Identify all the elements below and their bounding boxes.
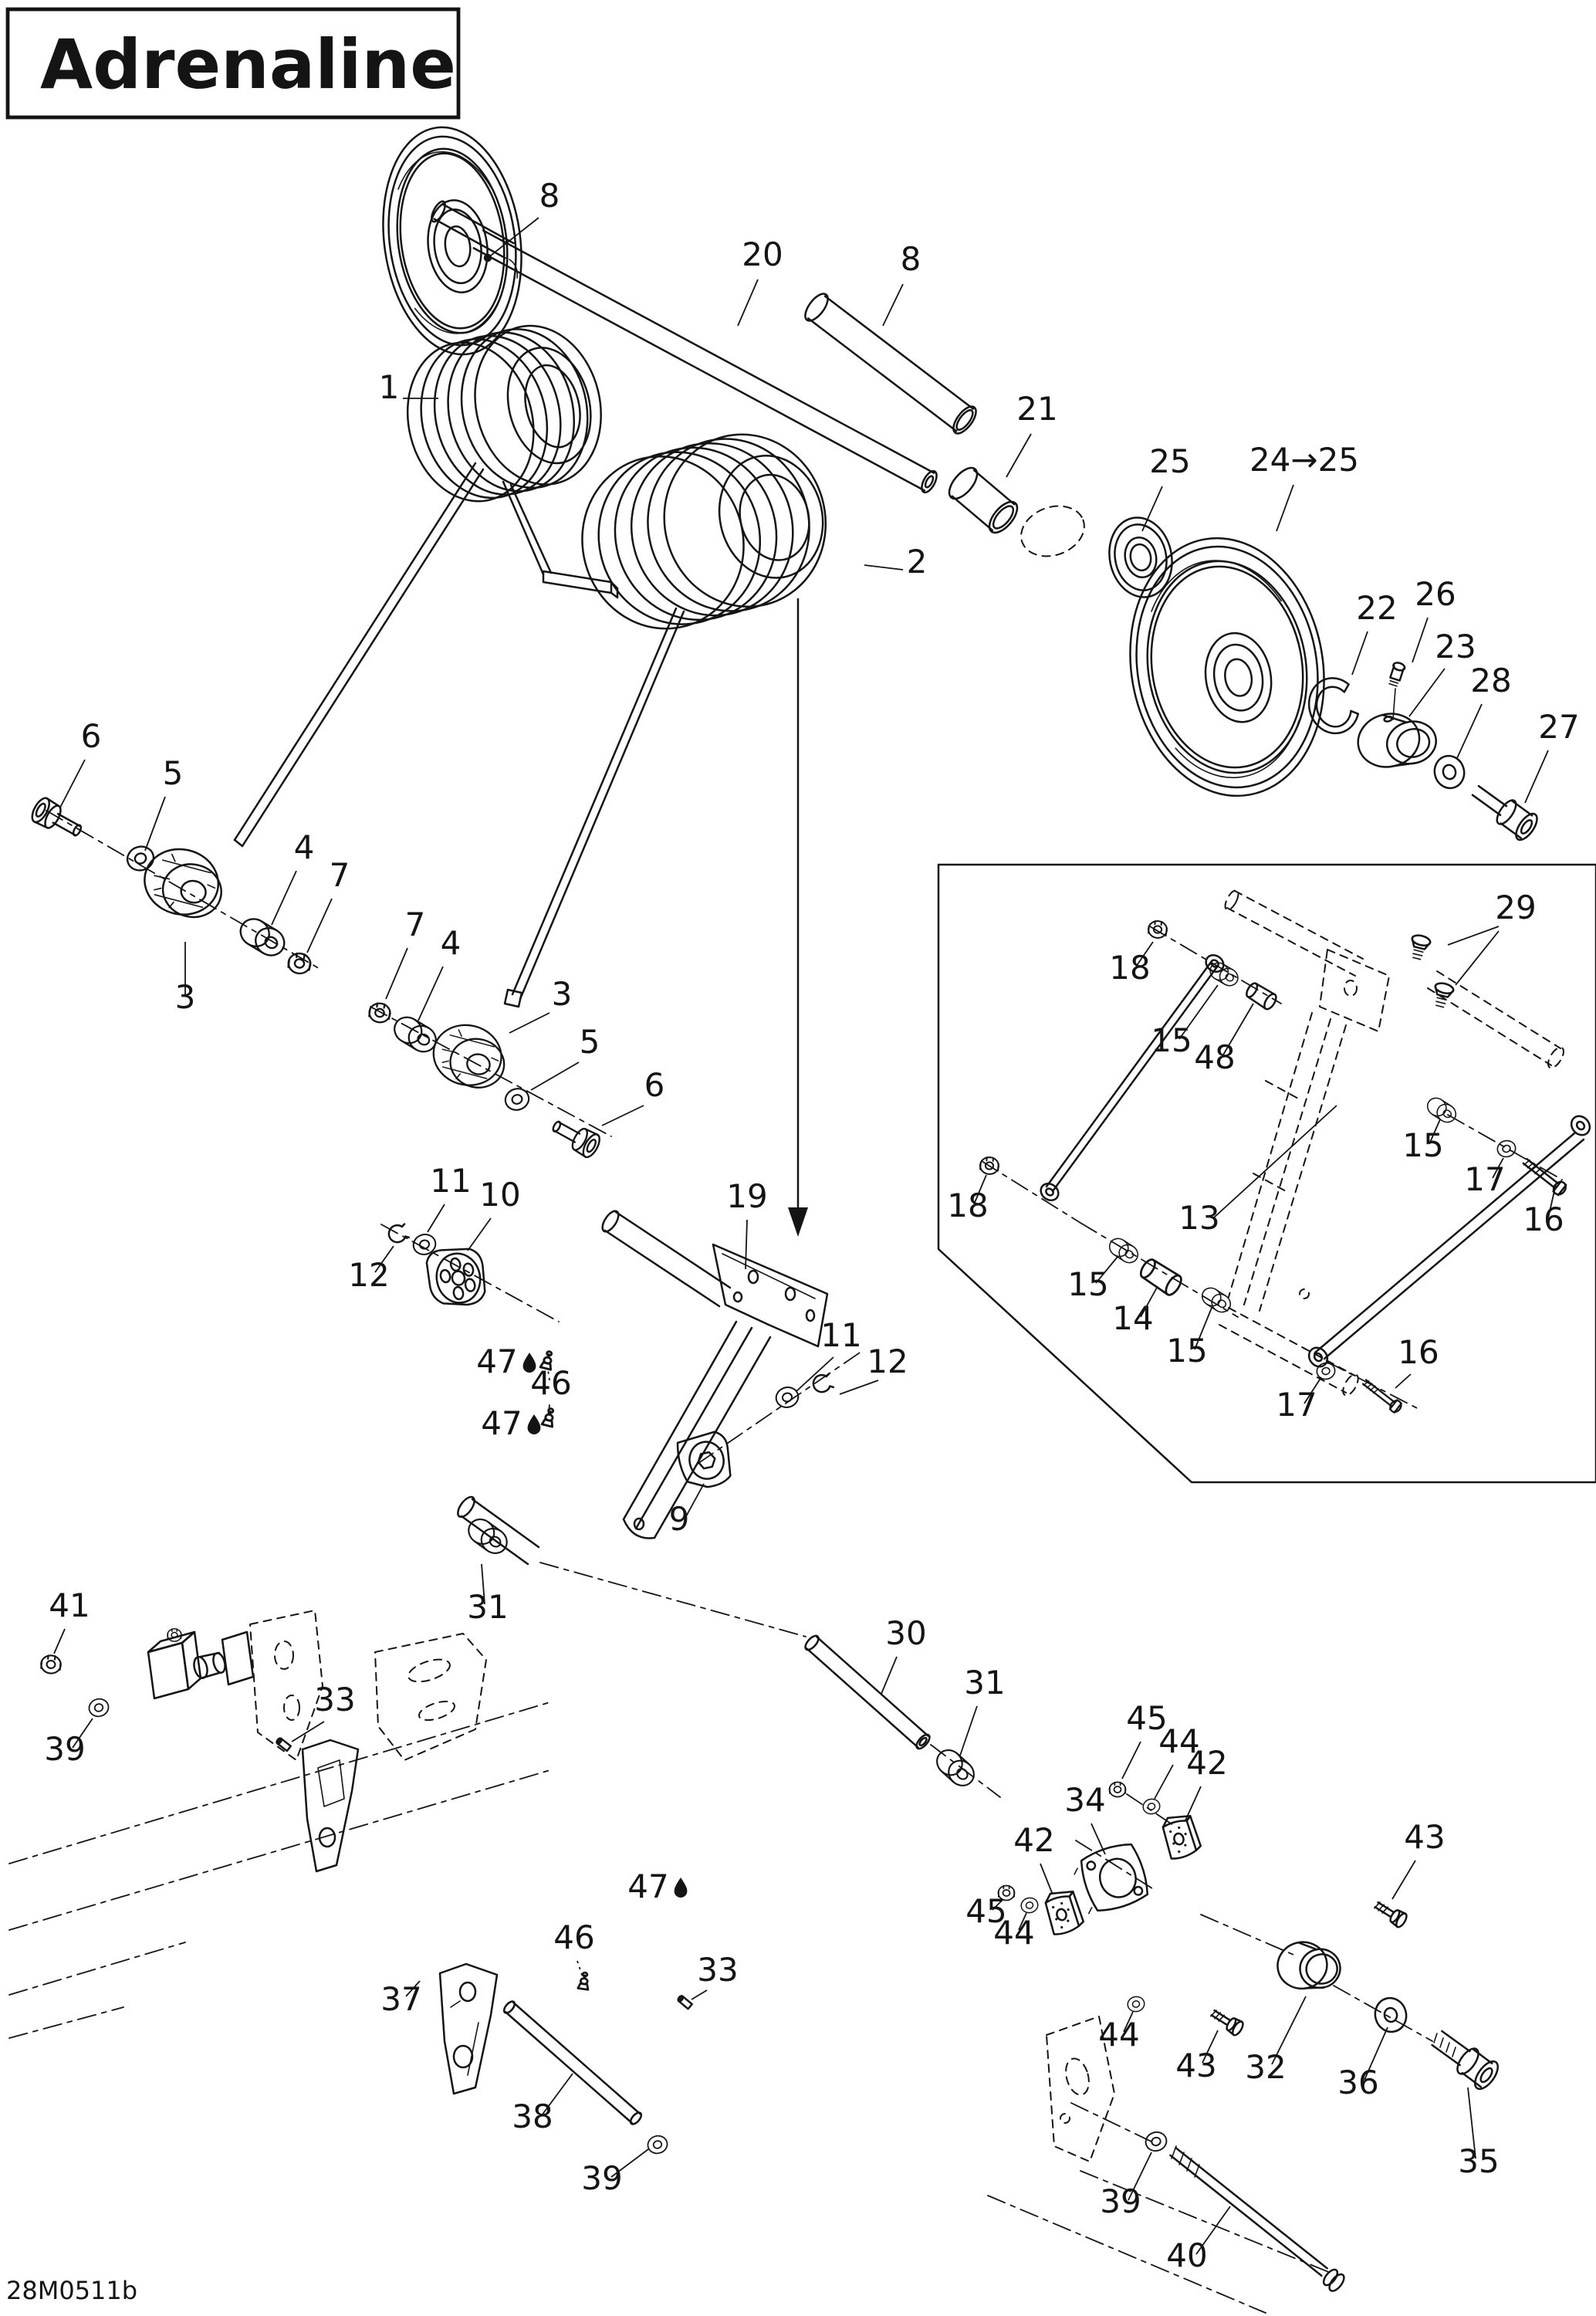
callout-leader — [602, 1106, 644, 1126]
callout-leader — [1525, 750, 1548, 803]
screw-43 — [1209, 2006, 1245, 2037]
retaining-ring-phantom — [1014, 498, 1091, 565]
part-callout-22: 22 — [1356, 589, 1398, 627]
callout-layer — [44, 177, 1579, 2274]
cushion-42 — [1043, 1888, 1085, 1936]
part-callout-14: 14 — [1112, 1299, 1154, 1337]
assembly-direction-arrow — [788, 599, 808, 1237]
part-callout-34: 34 — [1064, 1781, 1106, 1819]
callout-leader — [292, 1722, 324, 1742]
part-callout-39: 39 — [1100, 2182, 1141, 2220]
pin-33 — [276, 1737, 290, 1751]
callout-leader — [1409, 669, 1445, 716]
callout-leader — [883, 284, 903, 326]
part-callout-16: 16 — [1398, 1333, 1439, 1371]
hub-10-group — [381, 1223, 559, 1322]
bolt-6 — [548, 1114, 603, 1160]
callout-leader — [960, 1706, 977, 1756]
callout-leader — [60, 760, 85, 808]
cushion-42 — [1161, 1812, 1202, 1861]
part-callout-2: 2 — [906, 543, 928, 581]
part-callout-8: 8 — [539, 177, 560, 215]
part-callout-31: 31 — [467, 1588, 509, 1626]
part-callout-13: 13 — [1178, 1199, 1220, 1237]
axle-30-group — [540, 1563, 1000, 1797]
callout-leader — [468, 1218, 491, 1251]
part-callout-15: 15 — [1166, 1332, 1208, 1370]
bushing-15 — [1106, 1235, 1141, 1266]
callout-leader — [1091, 1823, 1105, 1854]
arm-13-phantom — [1219, 889, 1567, 1398]
part-callout-48: 48 — [1194, 1038, 1236, 1076]
callout-leader — [864, 565, 903, 570]
callout-leader — [531, 1062, 579, 1090]
bracket-37 — [303, 1740, 358, 1871]
callout-leader — [691, 1990, 707, 1999]
callout-leader — [1457, 704, 1482, 758]
screw-29 — [1408, 933, 1432, 960]
part-callout-25: 25 — [1149, 442, 1191, 480]
callout-leader — [1412, 618, 1428, 662]
part-callout-20: 20 — [742, 235, 783, 273]
washer-36 — [1371, 1995, 1410, 2036]
part-callout-38: 38 — [512, 2098, 553, 2135]
circlip-22 — [1303, 673, 1361, 739]
bolt-16 — [1361, 1377, 1403, 1414]
part-callout-28: 28 — [1470, 662, 1512, 699]
callout-leader — [1395, 1374, 1411, 1388]
part-callout-33: 33 — [697, 1951, 739, 1989]
part-callout-42: 42 — [1186, 1744, 1228, 1782]
part-callout-44: 44 — [993, 1914, 1035, 1952]
callout-leader — [386, 948, 407, 999]
part-callout-15: 15 — [1151, 1021, 1192, 1059]
callout-leader — [840, 1380, 878, 1394]
front-mount-blocks — [148, 1629, 253, 1698]
circlip-12 — [387, 1223, 409, 1244]
bolt-27 — [1473, 786, 1541, 843]
part-callout-15: 15 — [1067, 1265, 1109, 1303]
washer-11 — [774, 1385, 800, 1410]
callout-leader — [428, 1204, 445, 1232]
grease-fitting-46 — [542, 1407, 556, 1427]
nut — [167, 1629, 181, 1641]
part-callout-47: 47 — [627, 1867, 669, 1905]
part-callout-6: 6 — [644, 1066, 665, 1104]
bushing-21 — [944, 463, 1022, 537]
part-callout-18: 18 — [1109, 949, 1151, 987]
callout-leader — [509, 1013, 549, 1033]
screw-43 — [1372, 1898, 1408, 1929]
washer-39 — [87, 1697, 110, 1718]
pin-33 — [677, 1995, 691, 2009]
part-callout-4: 4 — [440, 924, 462, 962]
part-callout-29: 29 — [1495, 889, 1537, 926]
link-rod-left — [1037, 952, 1226, 1204]
part-callout-3: 3 — [551, 975, 573, 1013]
set-screw-26 — [1388, 662, 1406, 720]
callout-leader — [1142, 486, 1162, 531]
part-callout-37: 37 — [380, 1980, 422, 2018]
wheel-hub-10 — [423, 1242, 490, 1312]
bolt-35 — [1432, 2031, 1503, 2093]
part-callout-4: 4 — [293, 828, 315, 866]
screw-29 — [1431, 981, 1455, 1008]
callout-leader — [272, 871, 296, 925]
part-callout-17: 17 — [1464, 1160, 1506, 1198]
part-callout-19: 19 — [726, 1177, 768, 1215]
washer-39 — [1144, 2130, 1168, 2153]
washer-28 — [1431, 753, 1468, 791]
hub-9-group — [675, 1349, 864, 1492]
callout-leader — [746, 1220, 747, 1269]
callout-leader — [1122, 1742, 1141, 1779]
wheel-cap-group-lower — [368, 1002, 611, 1160]
part-callout-47: 47 — [476, 1343, 518, 1380]
front-arm-brackets — [303, 1740, 497, 2094]
washer-44 — [1126, 1995, 1145, 2013]
wheel-hub-9 — [675, 1430, 735, 1492]
callout-leader — [1392, 1861, 1415, 1899]
idler-wheel-right — [1111, 523, 1344, 811]
part-callout-11: 11 — [430, 1162, 472, 1200]
part-callout-46: 46 — [530, 1364, 572, 1402]
part-callout-45: 45 — [965, 1892, 1007, 1930]
torsion-spring-left — [235, 312, 617, 846]
collar-23 — [1352, 704, 1440, 776]
nut-7 — [287, 952, 312, 975]
washer-5 — [502, 1085, 532, 1112]
leader-dot — [484, 254, 492, 262]
bolt-16 — [1521, 1156, 1568, 1197]
callout-leader — [1448, 926, 1499, 945]
bolt-6 — [29, 795, 86, 843]
callout-leader — [1276, 485, 1293, 531]
part-callout-41: 41 — [49, 1586, 90, 1624]
bushing-4 — [235, 914, 289, 961]
part-callout-31: 31 — [964, 1664, 1006, 1701]
bushing-31 — [932, 1745, 979, 1790]
callout-leader — [577, 1961, 583, 1979]
part-callout-32: 32 — [1245, 2048, 1287, 2086]
part-callout-47: 47 — [481, 1404, 522, 1442]
part-callout-5: 5 — [579, 1023, 600, 1061]
frame-rails — [9, 1610, 553, 2038]
torsion-spring-right — [505, 416, 845, 1007]
part-callout-23: 23 — [1435, 628, 1476, 665]
part-callout-44: 44 — [1098, 2016, 1140, 2054]
part-callout-24→25: 24→25 — [1249, 441, 1360, 479]
washer-39 — [646, 2134, 669, 2155]
grease-fitting-46 — [578, 1972, 590, 1989]
callout-leader — [738, 279, 758, 326]
callout-leader — [1213, 1106, 1337, 1218]
page-title: Adrenaline — [40, 25, 456, 104]
part-callout-33: 33 — [314, 1681, 356, 1718]
title-box — [8, 9, 458, 117]
wheel-cap-3 — [138, 842, 229, 923]
washer-44 — [1019, 1896, 1039, 1914]
part-callout-12: 12 — [867, 1343, 908, 1380]
callout-leader — [1155, 1765, 1173, 1799]
part-callout-18: 18 — [947, 1187, 989, 1224]
part-callout-36: 36 — [1337, 2064, 1379, 2101]
part-callout-7: 7 — [329, 856, 350, 894]
nut-7 — [368, 1002, 391, 1024]
bushing-32 — [1274, 1936, 1344, 1995]
nut-45 — [1110, 1782, 1126, 1796]
part-callout-45: 45 — [1126, 1699, 1168, 1737]
bushing-15 — [1424, 1095, 1459, 1126]
link-rod-right — [1305, 1112, 1594, 1370]
bushing-15 — [1199, 1285, 1233, 1315]
nut-18 — [979, 1156, 999, 1175]
part-callout-1: 1 — [378, 368, 400, 406]
part-callout-3: 3 — [174, 978, 196, 1016]
callout-leader — [881, 1657, 897, 1694]
part-callout-40: 40 — [1166, 2236, 1208, 2274]
part-callout-6: 6 — [80, 717, 102, 755]
callout-leader — [1040, 1864, 1053, 1894]
callout-leader — [1185, 1786, 1201, 1820]
part-callout-30: 30 — [885, 1614, 927, 1652]
washer-44 — [1141, 1797, 1161, 1815]
wheel-cap-3 — [428, 1018, 512, 1092]
part-callout-17: 17 — [1276, 1386, 1317, 1424]
part-callout-21: 21 — [1016, 390, 1058, 428]
part-callout-42: 42 — [1013, 1821, 1055, 1859]
part-callout-44: 44 — [1158, 1722, 1200, 1760]
part-callout-7: 7 — [404, 906, 426, 943]
part-callout-16: 16 — [1523, 1200, 1564, 1238]
rear-arm-19 — [455, 1208, 827, 1564]
callout-leader — [54, 1629, 65, 1654]
callout-leader — [418, 967, 443, 1021]
spacer-14 — [1138, 1257, 1184, 1298]
part-callout-26: 26 — [1415, 575, 1456, 613]
nut-41 — [40, 1654, 61, 1674]
part-callout-27: 27 — [1538, 708, 1580, 746]
part-callout-5: 5 — [162, 754, 184, 792]
part-callout-35: 35 — [1458, 2142, 1500, 2180]
drawing-code: 28M0511b — [6, 2276, 138, 2305]
part-callout-46: 46 — [553, 1918, 595, 1956]
part-callout-39: 39 — [581, 2159, 623, 2197]
part-callout-9: 9 — [668, 1500, 690, 1538]
part-callout-43: 43 — [1175, 2047, 1217, 2084]
part-callout-11: 11 — [820, 1316, 862, 1354]
callout-leader — [1352, 631, 1368, 675]
washer-17 — [1496, 1139, 1517, 1158]
part-callout-12: 12 — [348, 1256, 390, 1294]
part-callout-39: 39 — [44, 1730, 86, 1768]
part-callout-8: 8 — [900, 240, 921, 278]
callout-leader — [145, 797, 165, 851]
callout-leader — [307, 899, 332, 953]
nut-18 — [1148, 920, 1168, 939]
oil-drop-icon — [528, 1414, 541, 1434]
oil-drop-icon — [675, 1878, 688, 1898]
part-callout-43: 43 — [1404, 1818, 1446, 1856]
flange-34 — [1070, 1840, 1151, 1918]
callout-leader — [1006, 434, 1031, 477]
wheel-cap-group-upper — [29, 795, 321, 974]
part-callout-10: 10 — [479, 1176, 521, 1214]
part-callout-15: 15 — [1402, 1126, 1444, 1164]
